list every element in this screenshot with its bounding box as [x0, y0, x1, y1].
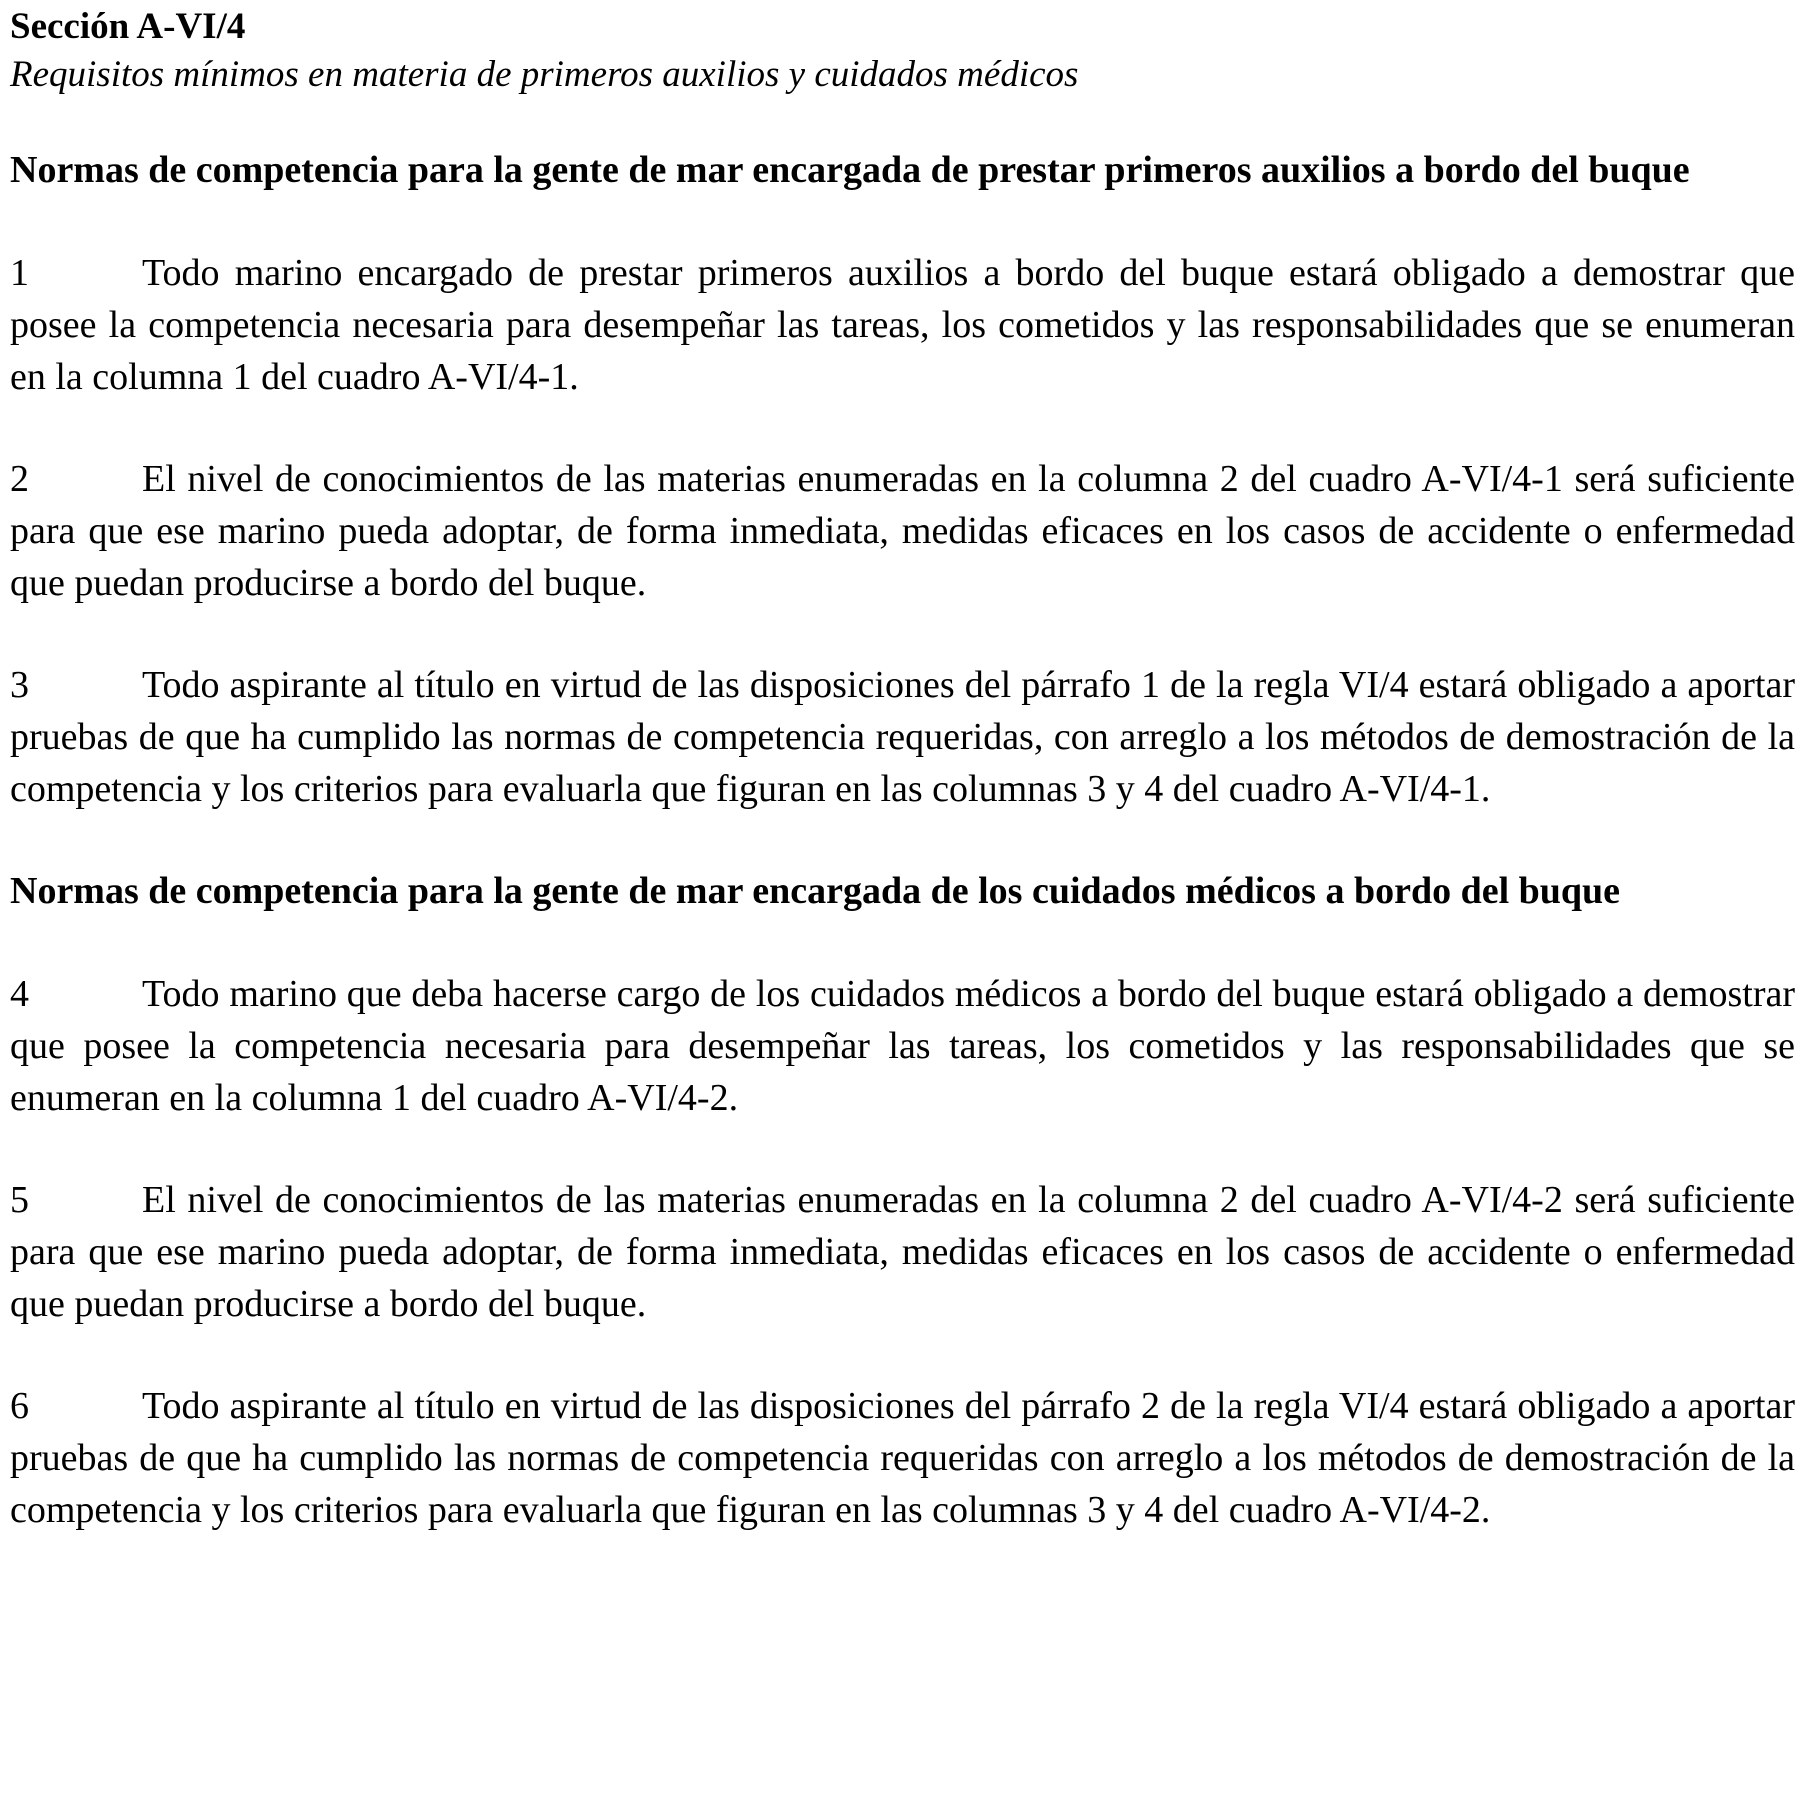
- paragraph-number: 4: [10, 973, 29, 1015]
- paragraph-text: Todo aspirante al título en virtud de las disposiciones del párrafo 2 de la regla VI/4 estará obligado a aportar pruebas de que ha cumplido las normas de competencia requeridas con arreglo a los métodos de demostración de la competencia y los criterios para evaluarla que figuran en las columnas 3 y 4 del cuadro A-VI/4-2.: [10, 1385, 1795, 1531]
- paragraph-number: 2: [10, 458, 29, 500]
- heading-medical-care: Normas de competencia para la gente de mar encargada de los cuidados médicos a bordo del buque: [10, 870, 1621, 912]
- heading-first-aid: Normas de competencia para la gente de mar encargada de prestar primeros auxilios a bordo del buque: [10, 149, 1690, 191]
- paragraph-2: [10, 453, 1795, 609]
- paragraph-number: 6: [10, 1385, 29, 1427]
- paragraph-number: 3: [10, 664, 29, 706]
- document-page: [10, 0, 1795, 1536]
- paragraph-text: Todo aspirante al título en virtud de las disposiciones del párrafo 1 de la regla VI/4 estará obligado a aportar pruebas de que ha cumplido las normas de competencia requeridas, con arreglo a los métodos de demostración de la competencia y los criterios para evaluarla que figuran en las columnas 3 y 4 del cuadro A-VI/4-1.: [10, 664, 1795, 810]
- paragraph-text: Todo marino encargado de prestar primeros auxilios a bordo del buque estará obligado a demostrar que posee la competencia necesaria para desempeñar las tareas, los cometidos y las responsabilidades que se enumeran en la columna 1 del cuadro A-VI/4-1.: [10, 252, 1795, 398]
- paragraph-1: [10, 247, 1795, 403]
- paragraph-4: [10, 968, 1795, 1124]
- section-title: Sección A-VI/4: [10, 6, 246, 47]
- section-subtitle: Requisitos mínimos en materia de primeros auxilios y cuidados médicos: [10, 54, 1079, 95]
- paragraph-5: [10, 1174, 1795, 1330]
- paragraph-text: El nivel de conocimientos de las materias enumeradas en la columna 2 del cuadro A-VI/4-2 será suficiente para que ese marino pueda adoptar, de forma inmediata, medidas eficaces en los casos de accidente o enfermedad que puedan producirse a bordo del buque.: [10, 1179, 1795, 1325]
- paragraph-number: 1: [10, 252, 29, 294]
- paragraph-number: 5: [10, 1179, 29, 1221]
- paragraph-text: El nivel de conocimientos de las materias enumeradas en la columna 2 del cuadro A-VI/4-1 será suficiente para que ese marino pueda adoptar, de forma inmediata, medidas eficaces en los casos de accidente o enfermedad que puedan producirse a bordo del buque.: [10, 458, 1795, 604]
- paragraph-3: [10, 659, 1795, 815]
- paragraph-text: Todo marino que deba hacerse cargo de los cuidados médicos a bordo del buque estará obligado a demostrar que posee la competencia necesaria para desempeñar las tareas, los cometidos y las responsabilidades que se enumeran en la columna 1 del cuadro A-VI/4-2.: [10, 973, 1795, 1119]
- paragraph-6: [10, 1380, 1795, 1536]
